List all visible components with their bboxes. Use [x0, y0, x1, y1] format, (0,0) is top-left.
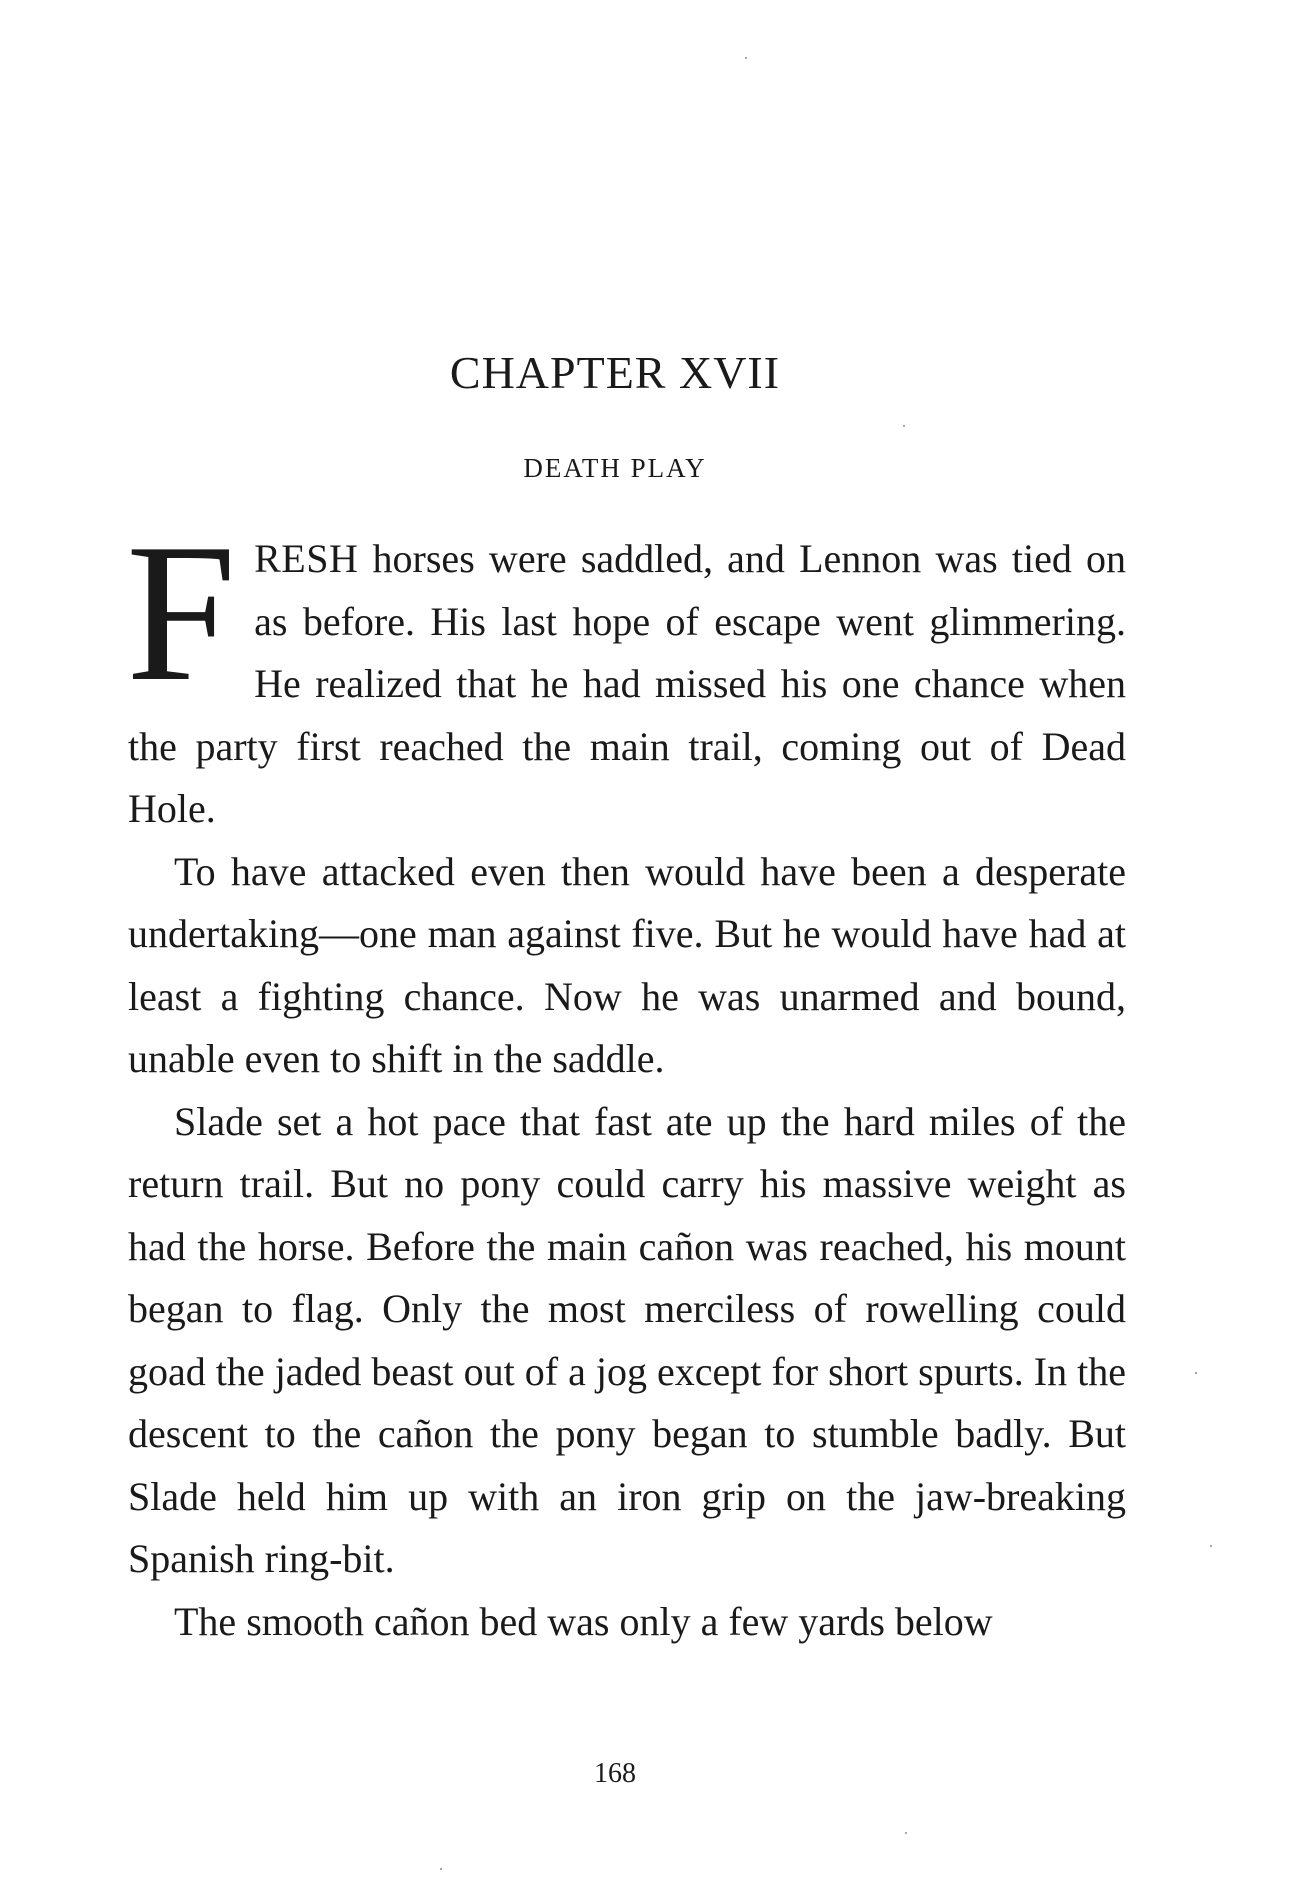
- chapter-subtitle: DEATH PLAY: [523, 453, 707, 483]
- paragraph-2: To have attacked even then would have been a desperate undertaking—one man against five. But he would have had at least a fighting chance. Now he was unarmed and bound, unable even to shift in the saddle.: [128, 848, 1126, 1081]
- paragraph-1: [126, 503, 1126, 841]
- page-number: 168: [594, 1758, 636, 1789]
- paragraph-1-text: horses were saddled, and Lennon was tied on as before. His last hope of escape went glimmering. He realized that he had missed his one chance when the party first reached the main trail, coming out of Dead Hole.: [128, 536, 1126, 831]
- scan-speck: [440, 1868, 442, 1870]
- scan-speck: [905, 1832, 907, 1834]
- paragraph-3: Slade set a hot pace that fast ate up the hard miles of the return trail. But no pony could carry his massive weight as had the horse. Before the main cañon was reached, his mount began to flag. Only the most merciless of rowelling could goad the jaded beast out of a jog except for short spurts. In the descent to the cañon the pony began to stumble badly. But Slade held him up with an iron grip on the jaw-breaking Spanish ring-bit.: [128, 1098, 1126, 1581]
- drop-cap: F: [126, 503, 237, 722]
- paragraph-1-lead: RESH: [254, 536, 359, 581]
- chapter-title: CHAPTER XVII: [449, 347, 781, 398]
- paragraph-4: The smooth cañon bed was only a few yards below: [174, 1598, 993, 1644]
- scan-speck: [745, 57, 747, 59]
- scan-speck: [1210, 1545, 1212, 1547]
- scan-speck: [903, 425, 905, 427]
- scan-speck: [1195, 1372, 1197, 1374]
- body-text: [126, 503, 1126, 1653]
